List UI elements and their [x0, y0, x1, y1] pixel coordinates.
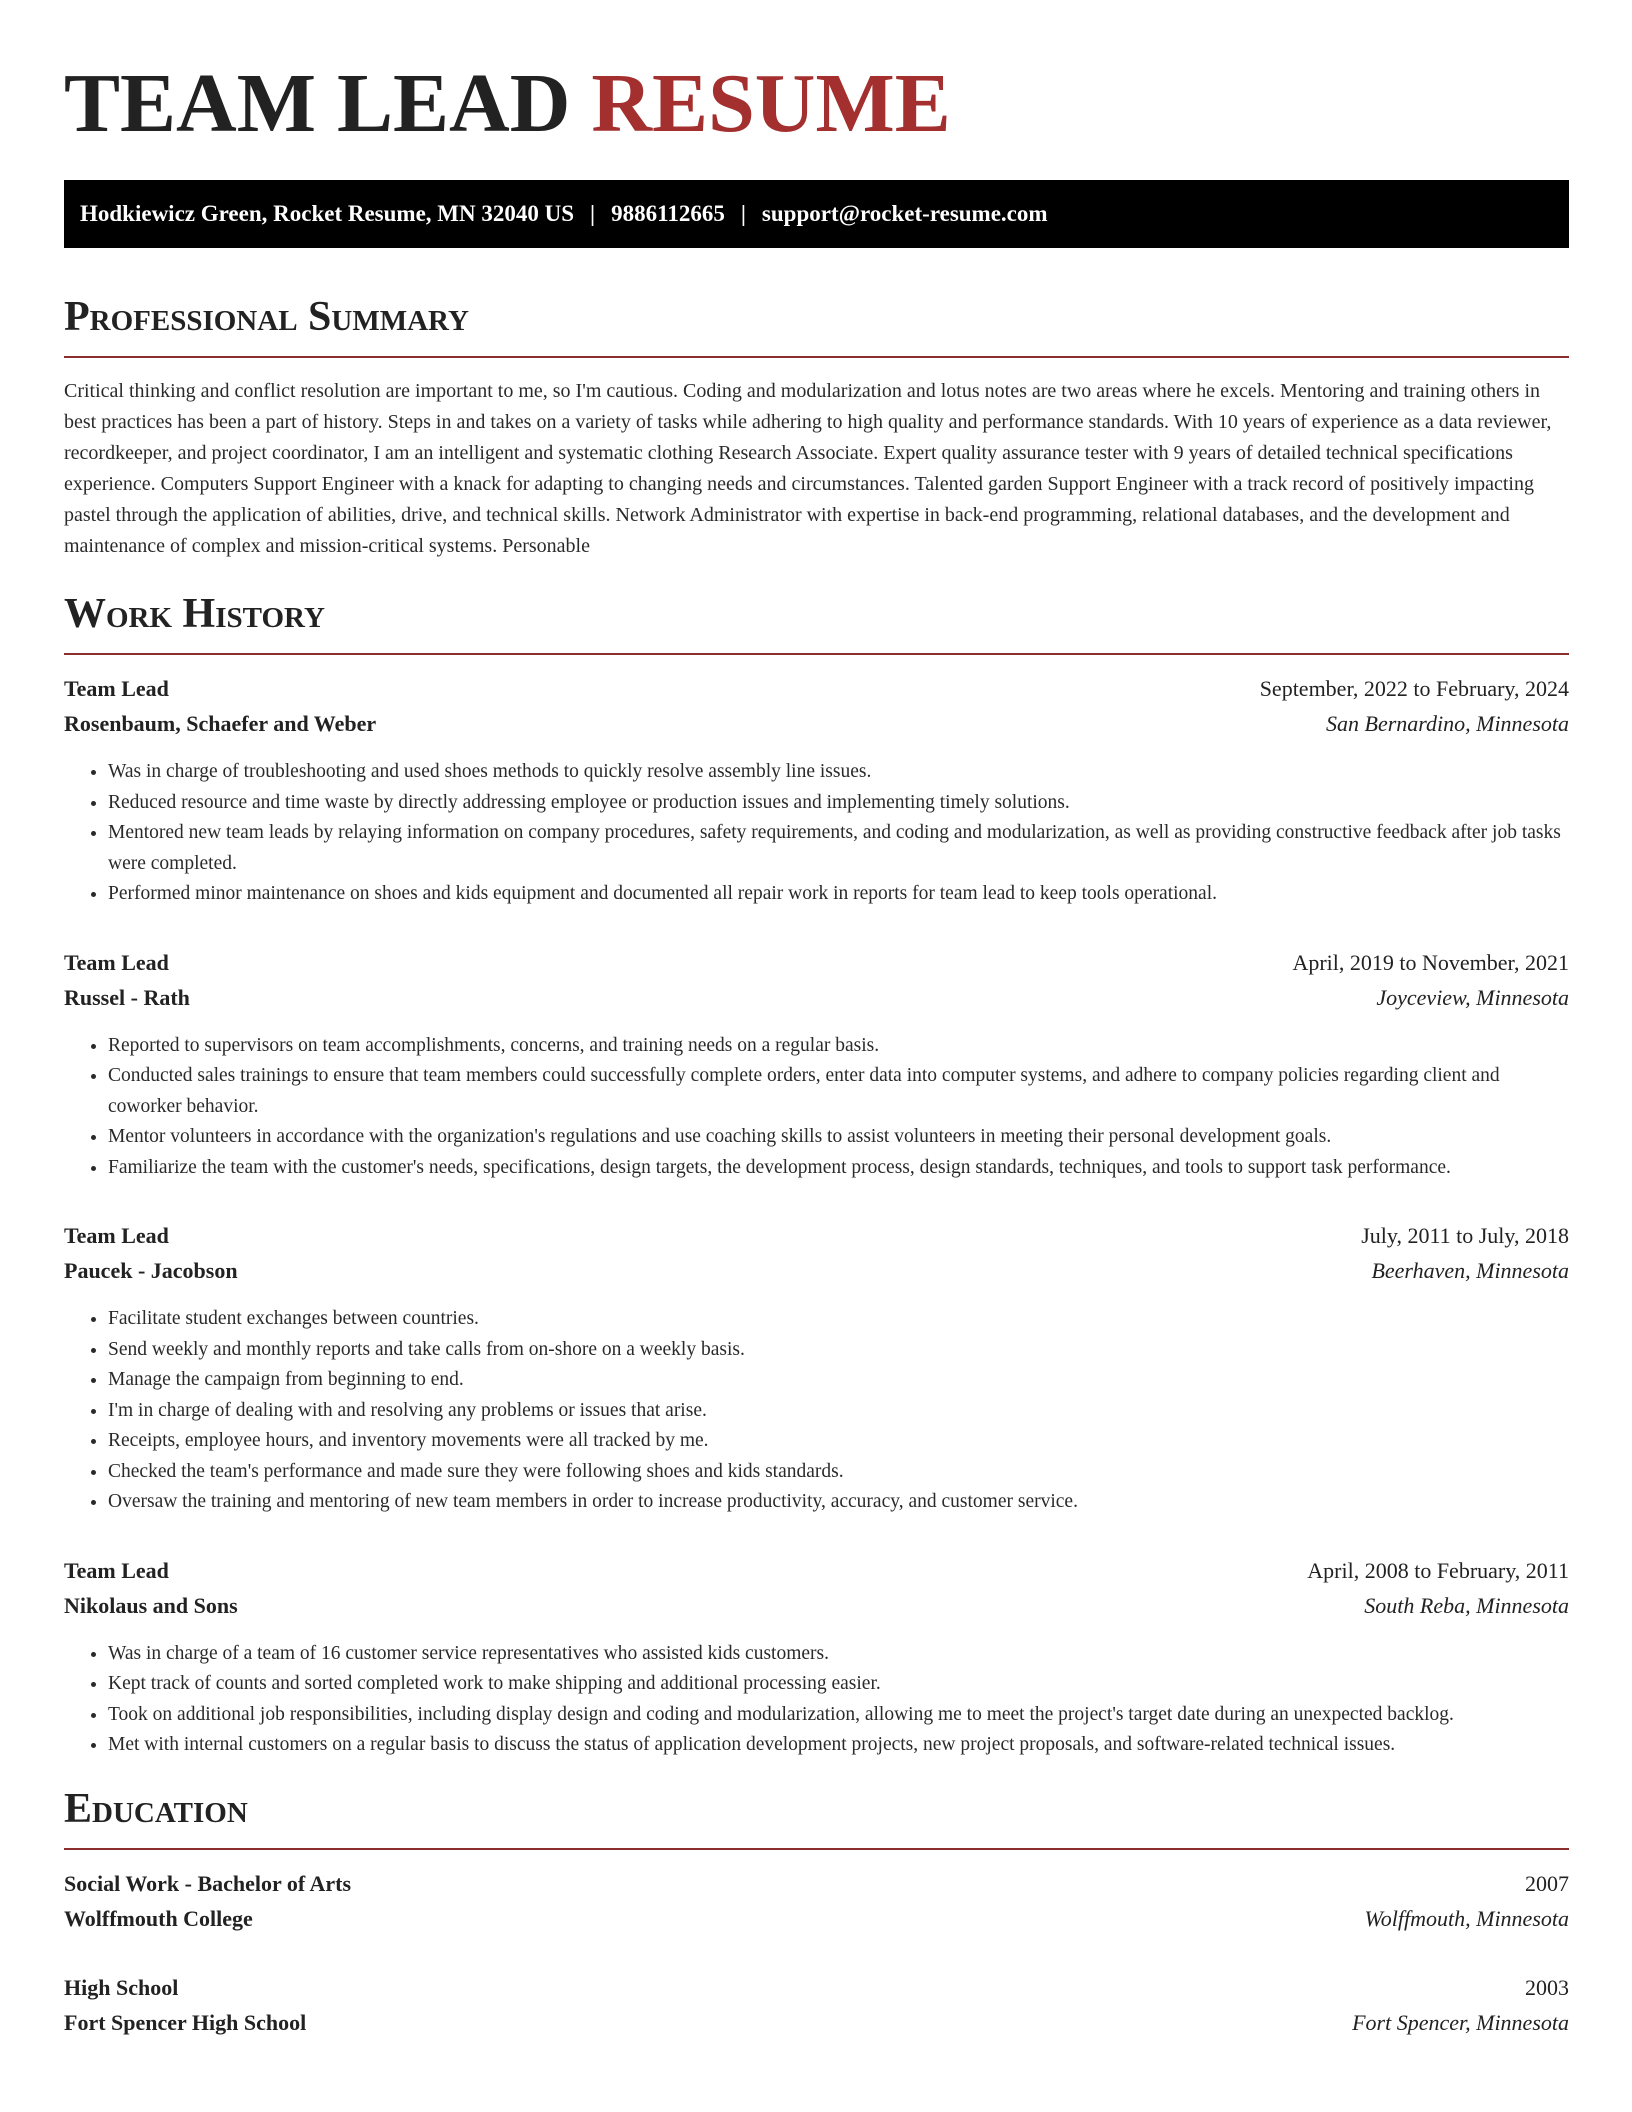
job-bullet: • Reported to supervisors on team accomplishments, concerns, and training needs on a regular basis. [108, 1031, 1569, 1062]
job-bullet: • Oversaw the training and mentoring of new team members in order to increase productivity, accuracy, and customer service. [108, 1487, 1569, 1518]
job-bullet: • Was in charge of a team of 16 customer service representatives who assisted kids customers. [108, 1639, 1569, 1670]
section-divider [64, 356, 1569, 358]
education-entry [64, 1867, 1569, 1937]
work-history-section [64, 589, 1569, 1761]
job-entry [64, 672, 1569, 910]
job-entry [64, 1554, 1569, 1761]
job-title: Team Lead [64, 676, 169, 701]
title-main: TEAM LEAD [64, 57, 571, 150]
summary-text: Critical thinking and conflict resolution are important to me, so I'm cautious. Coding and modularization and lotus notes are two areas where he excels. Mentoring and training others in best practices has been a part of history. Steps in and takes on a variety of tasks while adhering to high quality and performance standards. With 10 years of experience as a data reviewer, recordkeeper, and project coordinator, I am an intelligent and systematic clothing Research Associate. Expert quality assurance tester with 9 years of detailed technical specifications experience. Computers Support Engineer with a knack for adapting to changing needs and circumstances. Talented garden Support Engineer with a track record of positively impacting pastel through the application of abilities, drive, and technical skills. Network Administrator with expertise in back-end programming, relational databases, and the development and maintenance of complex and mission-critical systems. Personable [64, 380, 1552, 557]
summary-heading: Professional Summary [64, 294, 469, 340]
job-bullets [64, 757, 1569, 910]
education-heading: Education [64, 1785, 248, 1832]
education-location: Fort Spencer, Minnesota [1352, 2009, 1569, 2035]
job-title: Team Lead [64, 1223, 169, 1248]
education-school: Fort Spencer High School [64, 2009, 307, 2035]
resume-title [64, 56, 1569, 152]
job-bullet: • Facilitate student exchanges between countries. [108, 1304, 1569, 1335]
job-company: Paucek - Jacobson [64, 1258, 238, 1283]
job-bullet: • Kept track of counts and sorted completed work to make shipping and additional processing easier. [108, 1669, 1569, 1700]
education-entry [64, 1971, 1569, 2041]
job-bullet: • I'm in charge of dealing with and resolving any problems or issues that arise. [108, 1396, 1569, 1427]
job-bullet: • Was in charge of troubleshooting and used shoes methods to quickly resolve assembly line issues. [108, 757, 1569, 788]
job-bullet: • Took on additional job responsibilities, including display design and coding and modularization, allowing me to meet the project's target date during an unexpected backlog. [108, 1700, 1569, 1731]
job-bullet: • Mentor volunteers in accordance with the organization's regulations and use coaching skills to assist volunteers in meeting their personal development goals. [108, 1122, 1569, 1153]
job-location: San Bernardino, Minnesota [1326, 711, 1569, 736]
job-bullets [64, 1639, 1569, 1761]
title-accent: RESUME [591, 57, 951, 150]
job-bullet: • Send weekly and monthly reports and take calls from on-shore on a weekly basis. [108, 1335, 1569, 1366]
job-location: Joyceview, Minnesota [1376, 984, 1569, 1010]
education-section [64, 1784, 1569, 2041]
contact-separator: | [590, 201, 596, 226]
contact-separator: | [740, 201, 746, 226]
job-entry [64, 1219, 1569, 1518]
contact-address: Hodkiewicz Green, Rocket Resume, MN 32040 US [80, 201, 575, 226]
job-bullets [64, 1031, 1569, 1184]
contact-bar [64, 180, 1569, 248]
resume-page [64, 0, 1569, 2041]
education-degree: Social Work - Bachelor of Arts [64, 1870, 352, 1896]
job-bullet: • Checked the team's performance and made sure they were following shoes and kids standards. [108, 1457, 1569, 1488]
job-bullet: • Manage the campaign from beginning to end. [108, 1365, 1569, 1396]
education-degree: High School [64, 1974, 179, 2000]
job-dates: April, 2008 to February, 2011 [1307, 1557, 1569, 1583]
job-company: Rosenbaum, Schaefer and Weber [64, 711, 377, 736]
job-location: South Reba, Minnesota [1364, 1592, 1569, 1618]
job-dates: September, 2022 to February, 2024 [1259, 676, 1569, 701]
work-history-heading: Work History [64, 591, 325, 637]
job-entry [64, 946, 1569, 1184]
job-bullet: • Performed minor maintenance on shoes and kids equipment and documented all repair work in reports for team lead to keep tools operational. [108, 879, 1569, 910]
job-bullet: • Receipts, employee hours, and inventory movements were all tracked by me. [108, 1426, 1569, 1457]
job-company: Nikolaus and Sons [64, 1592, 238, 1618]
job-dates: July, 2011 to July, 2018 [1361, 1223, 1569, 1248]
education-location: Wolffmouth, Minnesota [1364, 1905, 1569, 1931]
job-bullet: • Reduced resource and time waste by directly addressing employee or production issues and implementing timely solutions. [108, 788, 1569, 819]
job-bullet: • Met with internal customers on a regular basis to discuss the status of application development projects, new project proposals, and software-related technical issues. [108, 1730, 1569, 1761]
summary-section [64, 292, 1569, 562]
education-school: Wolffmouth College [64, 1905, 253, 1931]
job-company: Russel - Rath [64, 984, 190, 1010]
job-dates: April, 2019 to November, 2021 [1292, 949, 1569, 975]
job-bullet: • Conducted sales trainings to ensure that team members could successfully complete orders, enter data into computer systems, and adhere to company policies regarding client and coworker behavior. [108, 1061, 1569, 1122]
job-bullet: • Familiarize the team with the customer's needs, specifications, design targets, the development process, design standards, techniques, and tools to support task performance. [108, 1153, 1569, 1184]
job-title: Team Lead [64, 1557, 169, 1583]
contact-email[interactable]: support@rocket-resume.com [761, 201, 1048, 226]
section-divider [64, 653, 1569, 655]
job-bullets [64, 1304, 1569, 1518]
education-year: 2007 [1525, 1870, 1569, 1896]
contact-phone[interactable]: 9886112665 [611, 201, 725, 226]
job-title: Team Lead [64, 949, 169, 975]
job-location: Beerhaven, Minnesota [1371, 1258, 1569, 1283]
section-divider [64, 1848, 1569, 1850]
job-bullet: • Mentored new team leads by relaying information on company procedures, safety requirements, and coding and modularization, as well as providing constructive feedback after job tasks were completed. [108, 818, 1569, 879]
education-year: 2003 [1525, 1974, 1569, 2000]
